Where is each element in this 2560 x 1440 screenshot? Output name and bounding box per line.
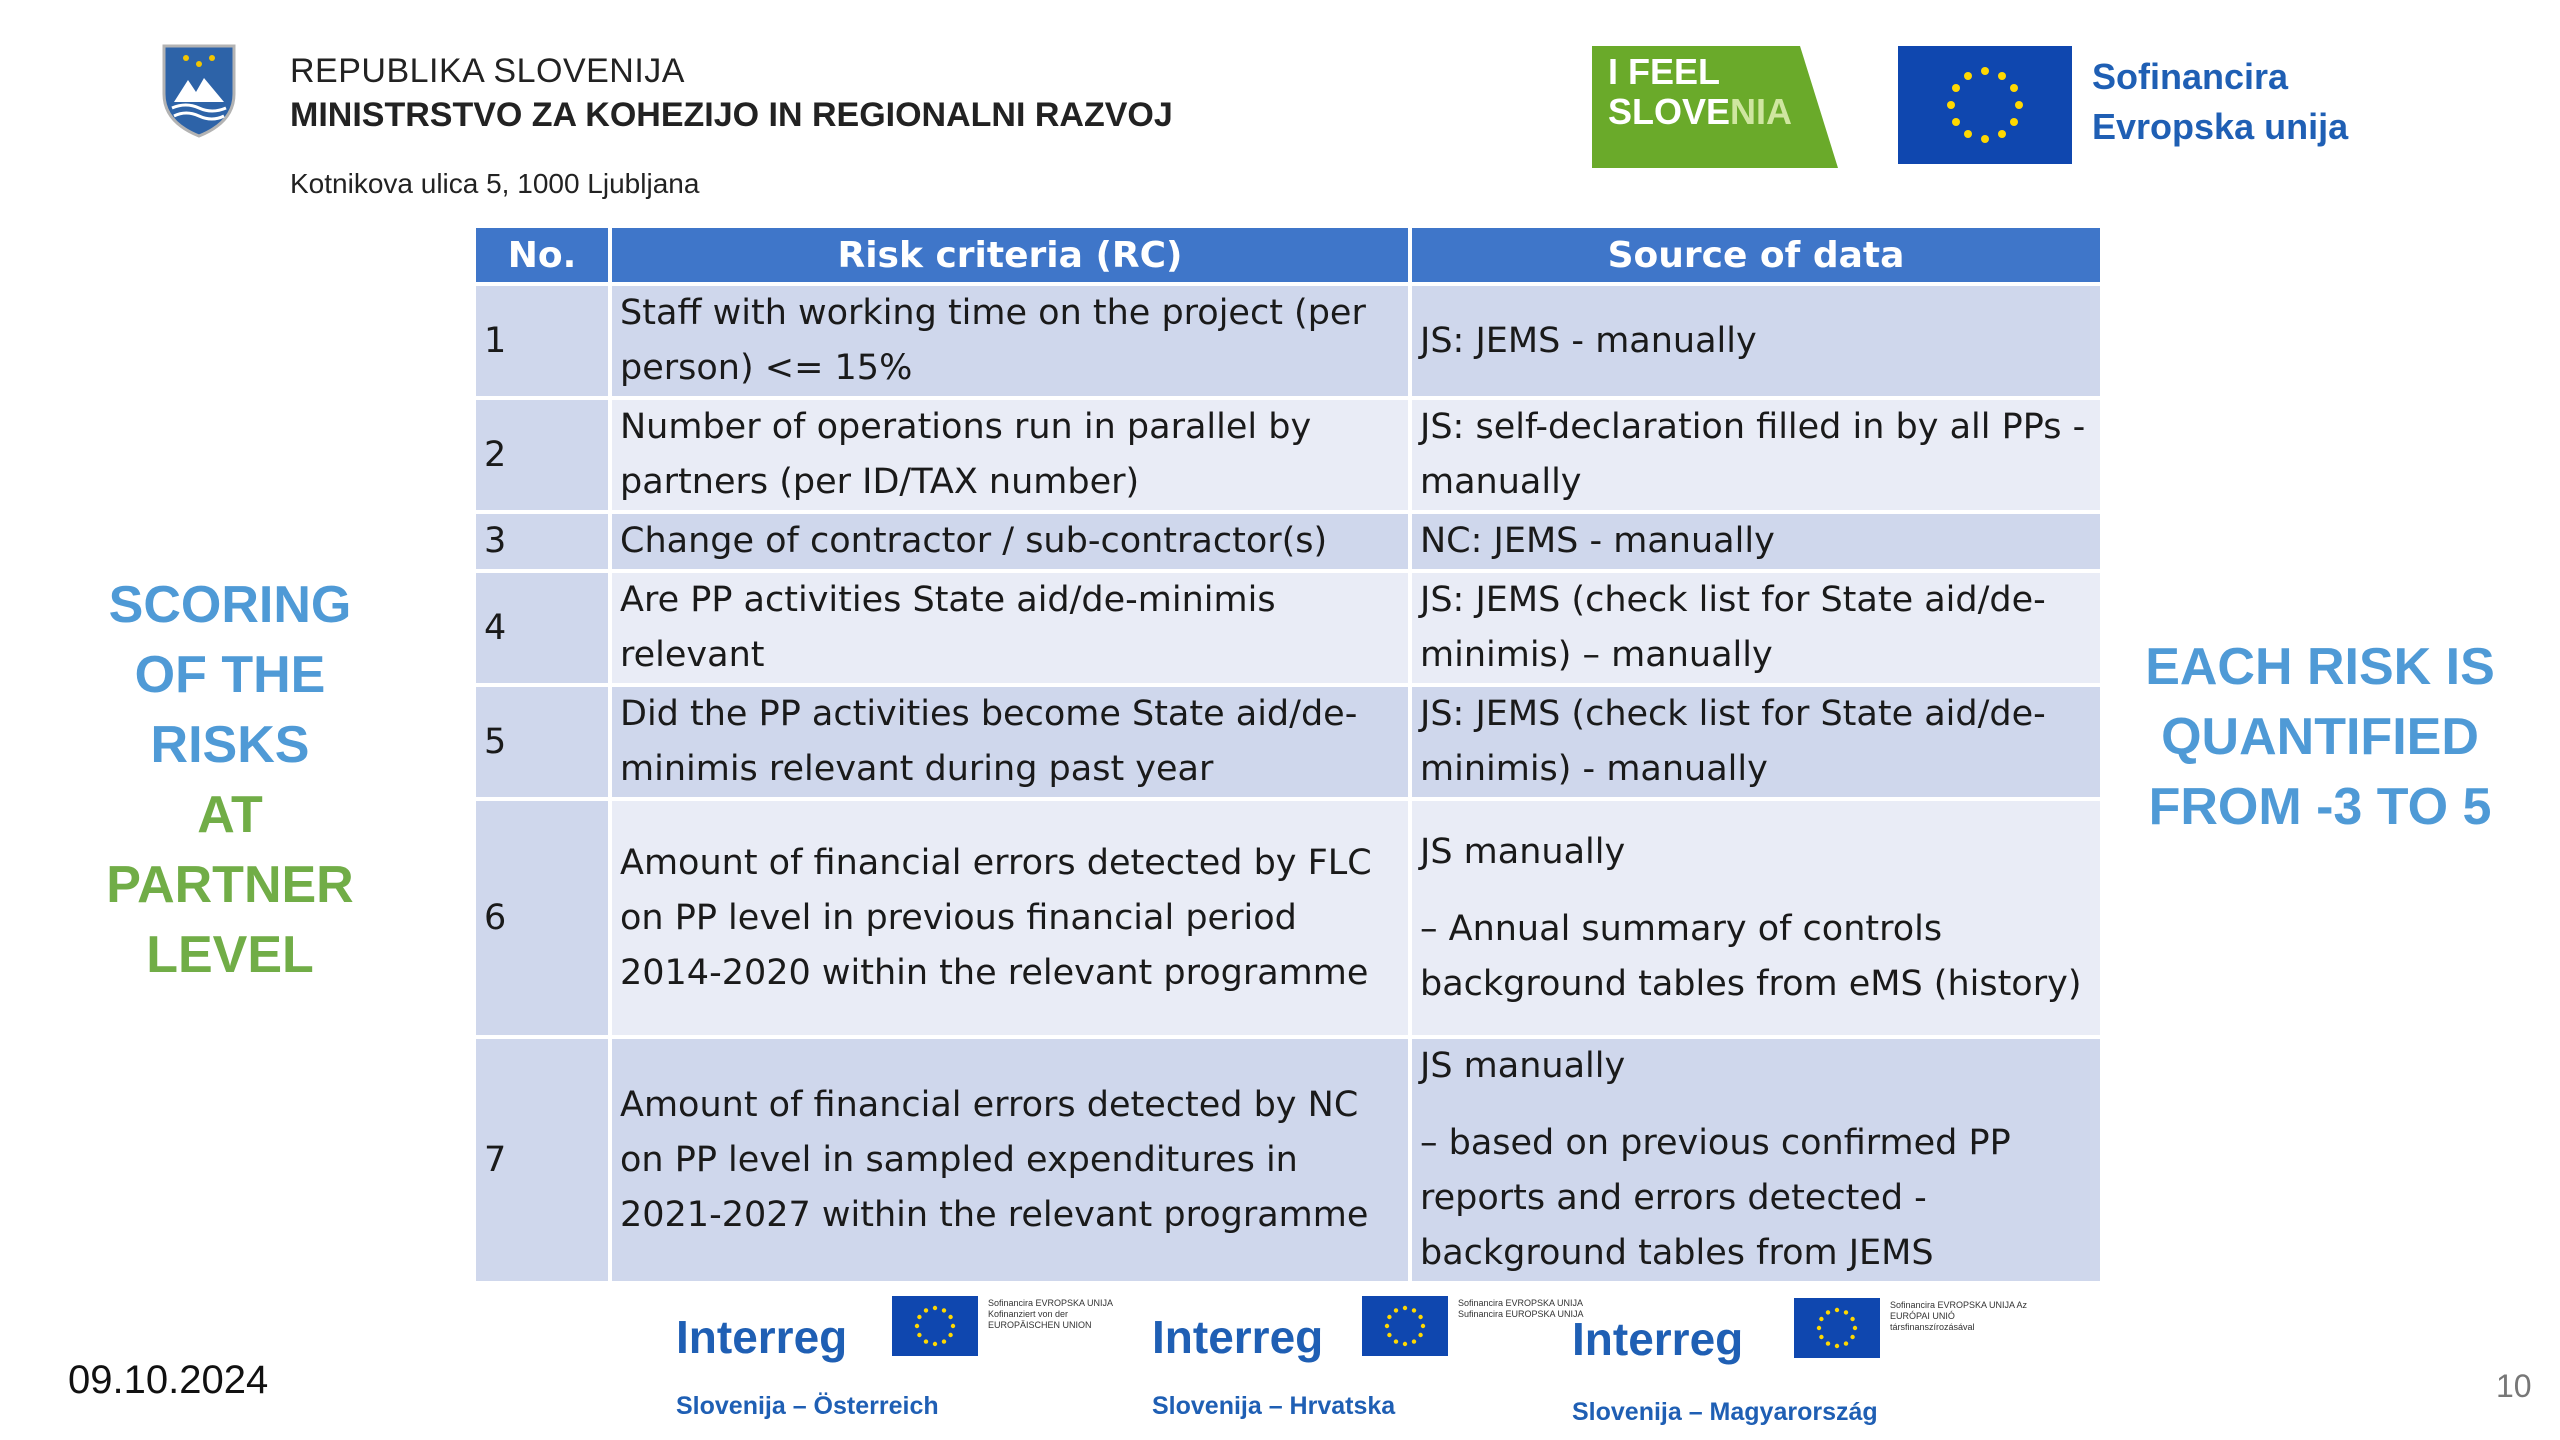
row-number: 6	[476, 799, 610, 1037]
row-number: 2	[476, 398, 610, 512]
logo-small-text: Sofinancira EVROPSKA UNIJA Sufinancira EUROPSKA UNIJA	[1458, 1298, 1584, 1319]
logo-small-text: Sofinancira EVROPSKA UNIJA Kofinanziert von der EUROPÄISCHEN UNION	[988, 1298, 1113, 1330]
table-row	[476, 1037, 2102, 1283]
data-source: NC: JEMS - manually	[1410, 512, 2102, 571]
left-caption-line: OF THE	[134, 646, 326, 704]
column-header-source: Source of data	[1410, 228, 2102, 284]
data-source: JS: self-declaration filled in by all PPs - manually	[1410, 398, 2102, 512]
data-source	[1410, 799, 2102, 1037]
left-caption-line: LEVEL	[146, 926, 314, 984]
data-source-main: JS manually	[1420, 831, 1626, 872]
risk-criterion: Amount of financial errors detected by NC on PP level in sampled expenditures in 2021-2027 within the relevant programme	[610, 1037, 1410, 1283]
ministry-name: MINISTRSTVO ZA KOHEZIJO IN REGIONALNI RAZVOJ	[290, 96, 1173, 134]
data-source: JS: JEMS (check list for State aid/de-minimis) - manually	[1410, 685, 2102, 799]
column-header-criteria: Risk criteria (RC)	[610, 228, 1410, 284]
country-name: REPUBLIKA SLOVENIJA	[290, 52, 685, 90]
row-number: 4	[476, 571, 610, 685]
risk-criterion: Amount of financial errors detected by FLC on PP level in previous financial period 2014-2020 within the relevant programme	[610, 799, 1410, 1037]
eu-flag-icon	[892, 1296, 978, 1356]
logo-small-text: Sofinancira EVROPSKA UNIJA Az EURÓPAI UNIÓ társfinanszírozásával	[1890, 1300, 2028, 1332]
data-source: JS: JEMS (check list for State aid/de-minimis) – manually	[1410, 571, 2102, 685]
interreg-logo-slovenia-croatia	[1152, 1296, 1612, 1426]
left-caption-line: SCORING	[108, 576, 352, 634]
ifeel-line2-a: SLOVE	[1608, 91, 1731, 132]
interreg-region: Slovenija – Hrvatska	[1152, 1392, 1396, 1420]
interreg-wordmark: Interreg	[1152, 1311, 1324, 1363]
left-caption-line: PARTNER	[106, 856, 354, 914]
i-feel-slovenia-logo	[1592, 46, 1838, 168]
interreg-logo-slovenia-hungary	[1572, 1298, 2042, 1432]
left-caption	[40, 570, 420, 990]
data-source-main: JS manually	[1420, 1046, 1626, 1086]
eu-flag-icon	[1362, 1296, 1448, 1356]
risk-criterion: Are PP activities State aid/de-minimis relevant	[610, 571, 1410, 685]
right-caption-line: EACH RISK IS	[2145, 638, 2495, 696]
table-row	[476, 284, 2102, 398]
ministry-address: Kotnikova ulica 5, 1000 Ljubljana	[290, 168, 700, 199]
data-source-detail: – Annual summary of controls background tables from eMS (history)	[1420, 908, 2082, 1004]
left-caption-line: RISKS	[150, 716, 310, 774]
right-caption-line: QUANTIFIED	[2161, 708, 2479, 766]
right-caption-line: FROM -3 TO 5	[2148, 778, 2492, 836]
data-source	[1410, 1037, 2102, 1283]
row-number: 1	[476, 284, 610, 398]
table-row	[476, 685, 2102, 799]
risk-criterion: Staff with working time on the project (per person) <= 15%	[610, 284, 1410, 398]
left-caption-line: AT	[197, 786, 263, 844]
ifeel-line2-b: NIA	[1730, 91, 1793, 132]
table-header-row	[476, 228, 2102, 284]
risk-criterion: Change of contractor / sub-contractor(s)	[610, 512, 1410, 571]
risk-criteria-table	[476, 228, 2104, 1285]
ifeel-line1: I FEEL	[1608, 51, 1721, 92]
data-source-detail: – based on previous confirmed PP reports and errors detected - background tables from JEMS	[1420, 1123, 2011, 1273]
page-number: 10	[2496, 1368, 2532, 1404]
cofinance-label-2: Evropska unija	[2092, 106, 2349, 147]
column-header-no: No.	[476, 228, 610, 284]
interreg-wordmark: Interreg	[1572, 1313, 1744, 1365]
table-row	[476, 571, 2102, 685]
table-row	[476, 799, 2102, 1037]
slovenia-coat-of-arms-logo	[160, 42, 238, 138]
eu-flag-icon	[1898, 46, 2072, 164]
interreg-region: Slovenija – Österreich	[676, 1392, 939, 1420]
risk-criterion: Did the PP activities become State aid/de-minimis relevant during past year	[610, 685, 1410, 799]
interreg-logo-slovenia-austria	[676, 1296, 1136, 1426]
interreg-region: Slovenija – Magyarország	[1572, 1398, 1878, 1426]
eu-flag-icon	[1794, 1298, 1880, 1358]
cofinance-label-1: Sofinancira	[2092, 56, 2289, 97]
interreg-wordmark: Interreg	[676, 1311, 848, 1363]
data-source: JS: JEMS - manually	[1410, 284, 2102, 398]
row-number: 3	[476, 512, 610, 571]
table-row	[476, 398, 2102, 512]
table-row	[476, 512, 2102, 571]
right-caption	[2110, 632, 2530, 842]
slide-date: 09.10.2024	[68, 1358, 269, 1402]
row-number: 7	[476, 1037, 610, 1283]
row-number: 5	[476, 685, 610, 799]
risk-criterion: Number of operations run in parallel by partners (per ID/TAX number)	[610, 398, 1410, 512]
